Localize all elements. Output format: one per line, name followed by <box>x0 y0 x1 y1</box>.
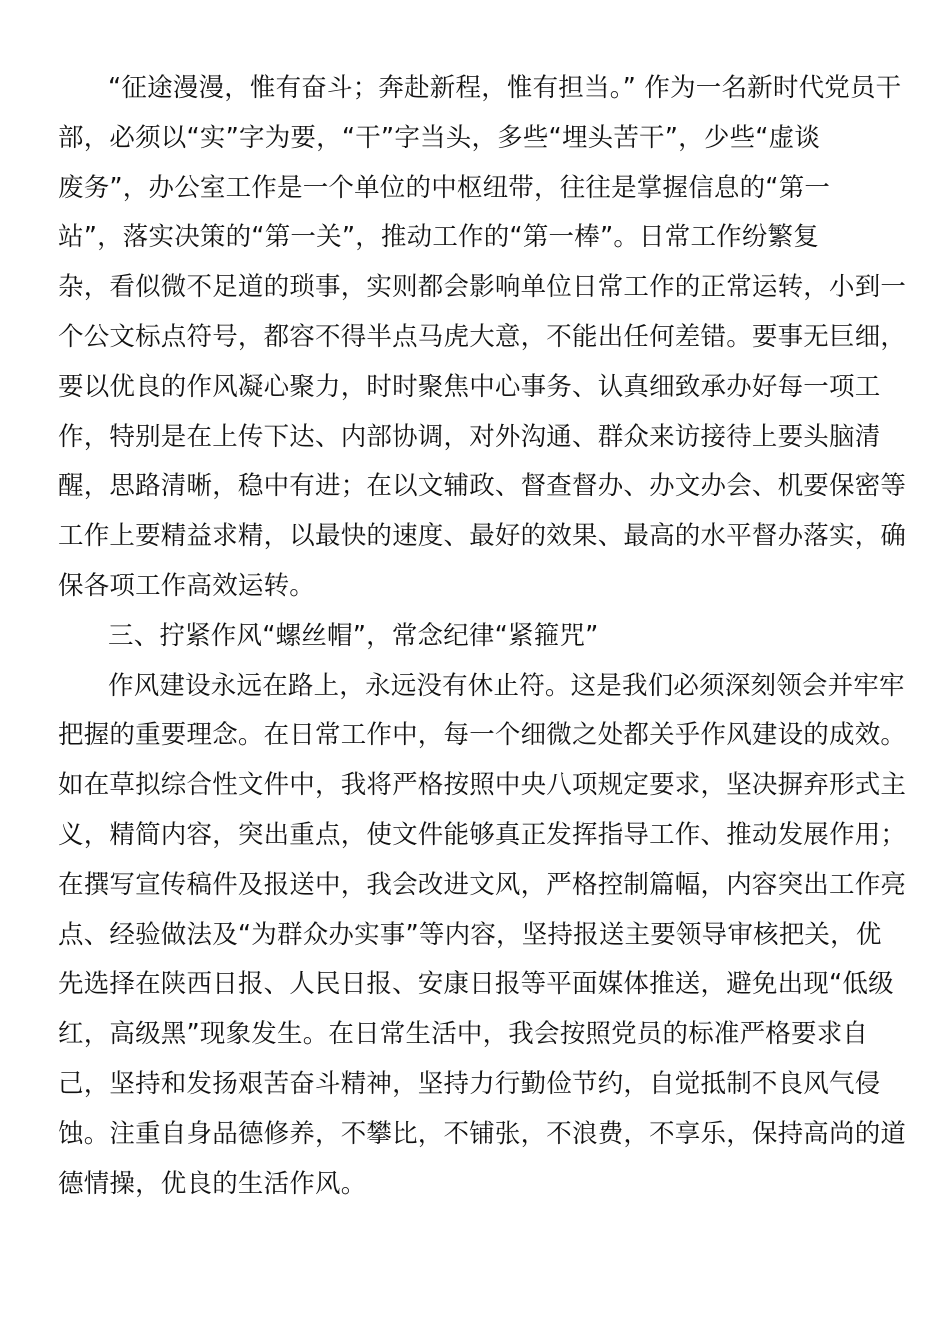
paragraph-line: 义，精简内容，突出重点，使文件能够真正发挥指导工作、推动发展作用； <box>58 819 907 850</box>
paragraph-line: 如在草拟综合性文件中，我将严格按照中央八项规定要求，坚决摒弃形式主 <box>58 770 907 801</box>
paragraph-line: 红，高级黑”现象发生。在日常生活中，我会按照党员的标准严格要求自 <box>58 1019 869 1050</box>
paragraph-line: 部，必须以“实”字为要，“干”字当头，多些“埋头苦干”，少些“虚谈 <box>58 122 821 153</box>
paragraph-line: “征途漫漫，惟有奋斗；奔赴新程，惟有担当。” 作为一名新时代党员干 <box>108 73 902 103</box>
paragraph-line: 作，特别是在上传下达、内部协调，对外沟通、群众来访接待上要头脑清 <box>58 421 881 452</box>
paragraph-line: 己，坚持和发扬艰苦奋斗精神，坚持力行勤俭节约，自觉抵制不良风气侵 <box>58 1068 881 1099</box>
paragraph-line: 在撰写宣传稿件及报送中，我会改进文风，严格控制篇幅，内容突出工作亮 <box>58 869 907 900</box>
paragraph-line: 工作上要精益求精，以最快的速度、最好的效果、最高的水平督办落实，确 <box>58 521 907 552</box>
paragraph-line: 把握的重要理念。在日常工作中，每一个细微之处都关乎作风建设的成效。 <box>58 720 907 751</box>
paragraph-line: 杂，看似微不足道的琐事，实则都会影响单位日常工作的正常运转，小到一 <box>58 272 907 303</box>
paragraph-line: 站”，落实决策的“第一关”，推动工作的“第一棒”。日常工作纷繁复 <box>58 222 819 253</box>
paragraph-line: 个公文标点符号，都容不得半点马虎大意，不能出任何差错。要事无巨细， <box>58 321 907 352</box>
section-heading: 三、拧紧作风“螺丝帽”，常念纪律“紧箍咒” <box>108 620 599 651</box>
paragraph-line: 醒，思路清晰，稳中有进；在以文辅政、督查督办、办文办会、机要保密等 <box>58 471 907 502</box>
paragraph-line: 蚀。注重自身品德修养，不攀比，不铺张，不浪费，不享乐，保持高尚的道 <box>58 1118 907 1149</box>
paragraph-line: 先选择在陕西日报、人民日报、安康日报等平面媒体推送，避免出现“低级 <box>58 969 894 1000</box>
paragraph-line: 德情操，优良的生活作风。 <box>58 1168 367 1199</box>
paragraph-line: 点、经验做法及“为群众办实事”等内容，坚持报送主要领导审核把关，优 <box>58 919 882 950</box>
paragraph-line: 废务”，办公室工作是一个单位的中枢纽带，往往是掌握信息的“第一 <box>58 172 831 203</box>
paragraph-line: 要以优良的作风凝心聚力，时时聚焦中心事务、认真细致承办好每一项工 <box>58 371 881 402</box>
paragraph-line: 保各项工作高效运转。 <box>58 570 316 601</box>
document-page <box>58 64 907 1209</box>
paragraph-line: 作风建设永远在路上，永远没有休止符。这是我们必须深刻领会并牢牢 <box>108 670 905 701</box>
